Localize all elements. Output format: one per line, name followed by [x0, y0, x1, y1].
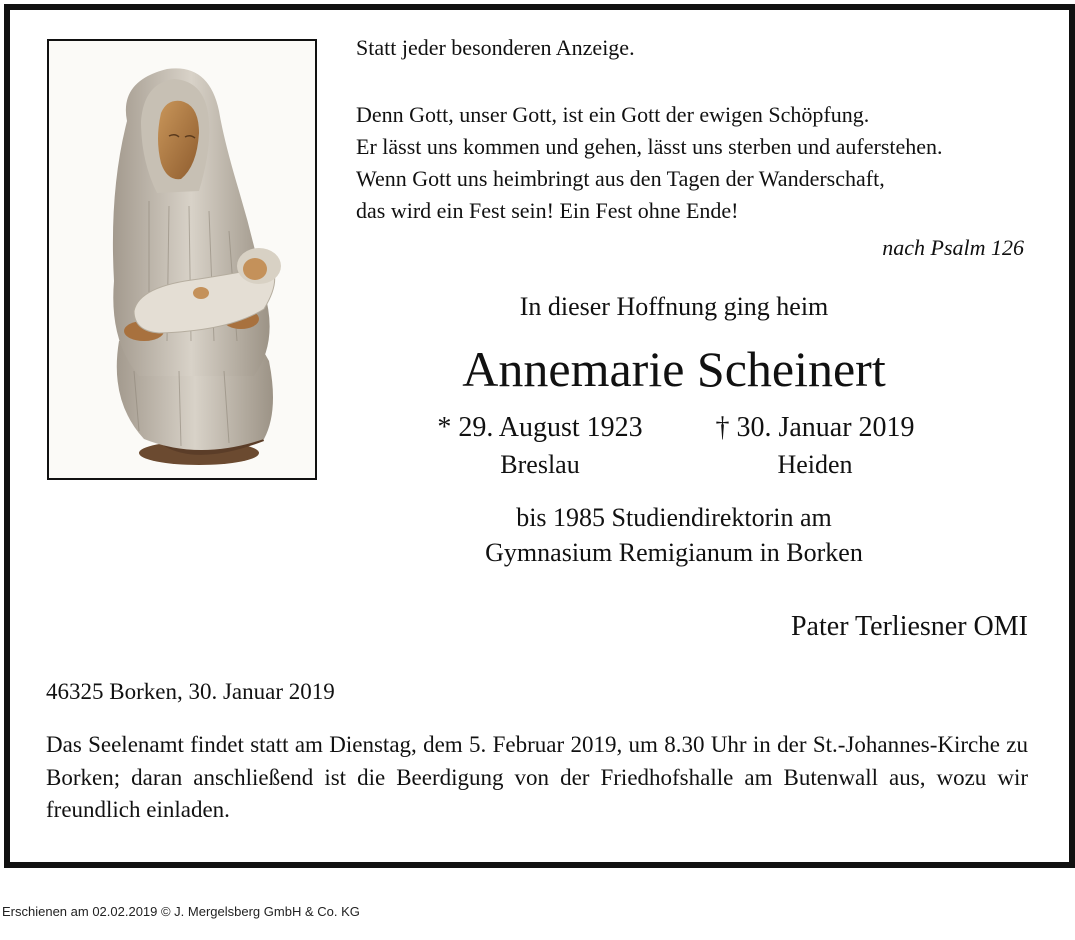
- psalm-line: Denn Gott, unser Gott, ist ein Gott der ewigen Schöpfung.: [356, 102, 870, 127]
- psalm-line: Wenn Gott uns heimbringt aus den Tagen der Wanderschaft,: [356, 166, 885, 191]
- lead-text: Statt jeder besonderen Anzeige.: [356, 35, 635, 60]
- birth-date: * 29. August 1923: [437, 412, 643, 443]
- psalm-line: das wird ein Fest sein! Ein Fest ohne Ende!: [356, 198, 739, 223]
- psalm-source: nach Psalm 126: [882, 235, 1024, 260]
- deceased-name: Annemarie Scheinert: [462, 341, 886, 397]
- career-line: Gymnasium Remigianum in Borken: [485, 538, 863, 567]
- signed-by: Pater Terliesner OMI: [790, 611, 1028, 642]
- birth-place: Breslau: [500, 450, 580, 479]
- death-place: Heiden: [777, 450, 853, 479]
- psalm-line: Er lässt uns kommen und gehen, lässt uns sterben und auferstehen.: [356, 134, 943, 159]
- madonna-statue-image: [47, 39, 317, 480]
- intro-line: In dieser Hoffnung ging heim: [519, 292, 829, 321]
- death-date: † 30. Januar 2019: [715, 412, 915, 443]
- career-line: bis 1985 Studiendirektorin am: [516, 503, 832, 532]
- publication-footer: Erschienen am 02.02.2019 © J. Mergelsberg GmbH & Co. KG: [2, 904, 360, 919]
- place-date: 46325 Borken, 30. Januar 2019: [46, 679, 335, 704]
- madonna-child-icon: [49, 41, 315, 478]
- funeral-details: Das Seelenamt findet statt am Dienstag, dem 5. Februar 2019, um 8.30 Uhr in der St.-Johannes-Kirche zu Borken; daran anschließend ist die Beerdigung von der Friedhofshalle am Butenwall aus, wozu wir freundlich einladen.: [46, 732, 1028, 822]
